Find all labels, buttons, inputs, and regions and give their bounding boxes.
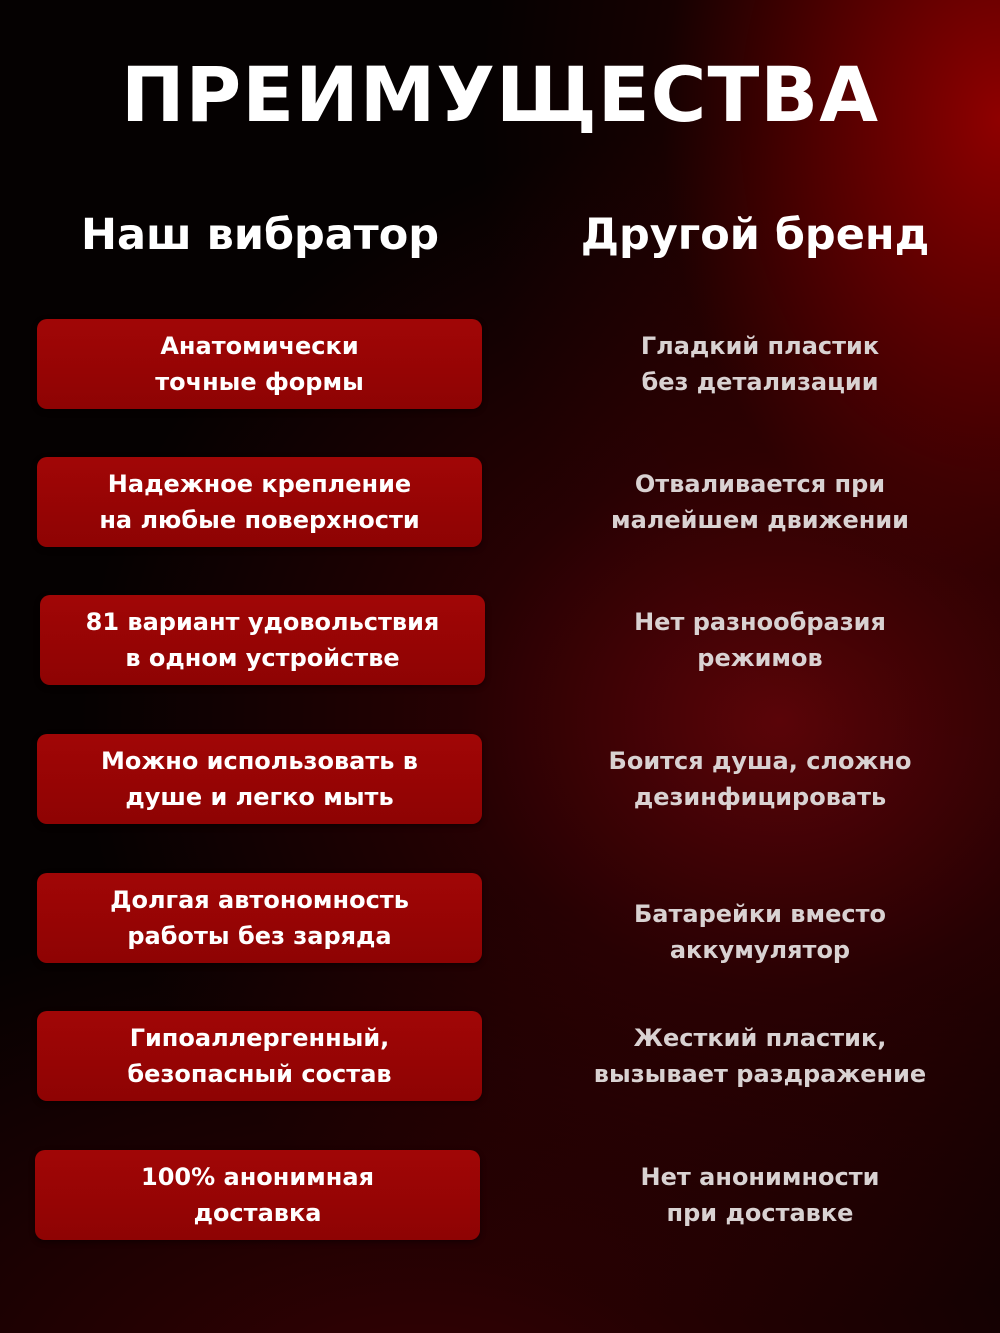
comparison-row (0, 595, 1000, 687)
competitor-text: Боится душа, сложно дезинфицировать (608, 747, 912, 811)
comparison-row (0, 457, 1000, 549)
competitor-cell (545, 887, 975, 977)
competitor-cell (545, 1011, 975, 1101)
advantage-pill (40, 595, 485, 685)
comparison-row (0, 1011, 1000, 1103)
advantage-text: 81 вариант удовольствия в одном устройстве (85, 608, 440, 672)
competitor-cell (545, 457, 975, 547)
competitor-cell (545, 595, 975, 685)
comparison-row (0, 873, 1000, 965)
competitor-text: Отваливается при малейшем движении (611, 470, 909, 534)
advantage-pill (37, 734, 482, 824)
advantage-text: Надежное крепление на любые поверхности (99, 470, 420, 534)
comparison-row (0, 734, 1000, 826)
competitor-cell (545, 734, 975, 824)
advantage-text: Можно использовать в душе и легко мыть (101, 747, 418, 811)
advantage-pill (37, 457, 482, 547)
advantage-pill (37, 873, 482, 963)
advantage-text: Долгая автономность работы без заряда (110, 886, 409, 950)
comparison-row (0, 319, 1000, 411)
page-title: ПРЕИМУЩЕСТВА (120, 50, 880, 139)
advantage-pill (37, 319, 482, 409)
advantage-text: Гипоаллергенный, безопасный состав (127, 1024, 392, 1088)
advantage-pill (35, 1150, 480, 1240)
competitor-text: Нет разнообразия режимов (634, 608, 886, 672)
comparison-row (0, 1150, 1000, 1242)
competitor-text: Нет анонимности при доставке (640, 1163, 880, 1227)
column-header-other-brand: Другой бренд (580, 210, 930, 260)
competitor-cell (545, 319, 975, 409)
competitor-text: Гладкий пластик без детализации (640, 332, 880, 396)
advantage-text: 100% анонимная доставка (141, 1163, 374, 1227)
competitor-text: Жесткий пластик, вызывает раздражение (593, 1024, 927, 1088)
advantage-text: Анатомически точные формы (155, 332, 364, 396)
advantage-pill (37, 1011, 482, 1101)
competitor-cell (545, 1150, 975, 1240)
column-header-ours: Наш вибратор (80, 210, 440, 260)
competitor-text: Батарейки вместо аккумулятор (633, 900, 887, 964)
